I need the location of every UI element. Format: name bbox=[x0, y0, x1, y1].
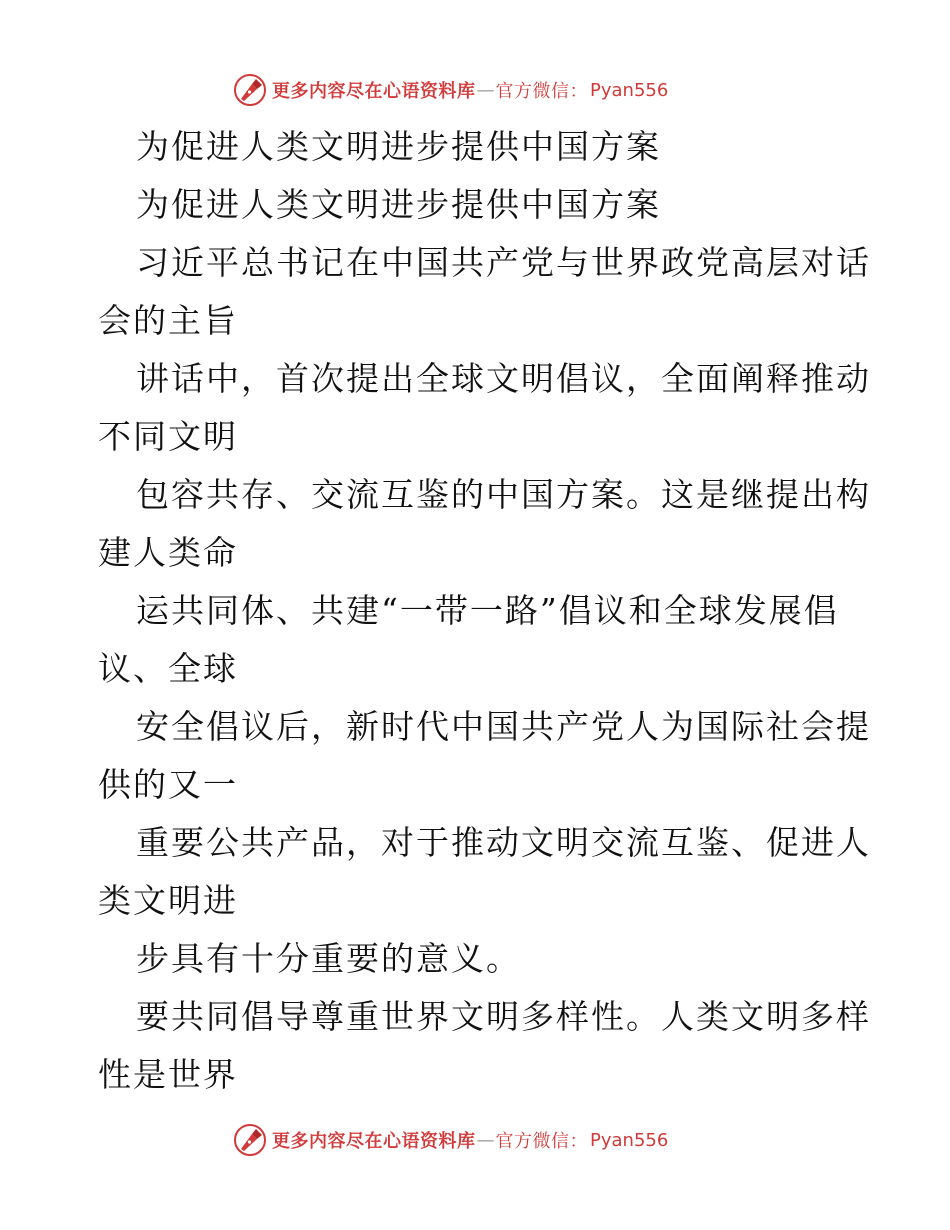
text-line: 要共同倡导尊重世界文明多样性。人类文明多样 bbox=[136, 997, 871, 1036]
pen-nib-logo-icon bbox=[232, 1122, 268, 1158]
watermark-wechat-label: 官方微信： bbox=[495, 81, 588, 102]
text-line: 议、全球 bbox=[98, 649, 238, 688]
text-line: 运共同体、共建“一带一路”倡议和全球发展倡 bbox=[136, 591, 839, 630]
text-line: 供的又一 bbox=[98, 765, 238, 804]
text-line: 安全倡议后，新时代中国共产党人为国际社会提 bbox=[136, 707, 871, 746]
text-line: 习近平总书记在中国共产党与世界政党高层对话 bbox=[136, 243, 871, 282]
text-line: 会的主旨 bbox=[98, 301, 238, 340]
watermark-separator: — bbox=[476, 1129, 495, 1151]
footer-watermark bbox=[232, 1122, 668, 1158]
text-line: 建人类命 bbox=[98, 533, 238, 572]
document-body bbox=[98, 118, 871, 1104]
watermark-wechat-id: Pyan556 bbox=[590, 79, 669, 101]
text-line: 为促进人类文明进步提供中国方案 bbox=[136, 185, 661, 224]
watermark-wechat-label: 官方微信： bbox=[495, 1131, 588, 1152]
text-line: 步具有十分重要的意义。 bbox=[136, 939, 521, 978]
watermark-wechat-id: Pyan556 bbox=[590, 1129, 669, 1151]
text-line: 讲话中，首次提出全球文明倡议，全面阐释推动 bbox=[136, 359, 871, 398]
watermark-main-text: 更多内容尽在心语资料库 bbox=[272, 81, 476, 102]
text-line: 性是世界 bbox=[98, 1055, 238, 1094]
text-line: 包容共存、交流互鉴的中国方案。这是继提出构 bbox=[136, 475, 871, 514]
text-line: 不同文明 bbox=[98, 417, 238, 456]
text-line: 重要公共产品，对于推动文明交流互鉴、促进人 bbox=[136, 823, 871, 862]
text-line: 为促进人类文明进步提供中国方案 bbox=[136, 127, 661, 166]
header-watermark bbox=[232, 72, 668, 108]
watermark-separator: — bbox=[476, 79, 495, 101]
text-line: 类文明进 bbox=[98, 881, 238, 920]
pen-nib-logo-icon bbox=[232, 72, 268, 108]
watermark-main-text: 更多内容尽在心语资料库 bbox=[272, 1131, 476, 1152]
